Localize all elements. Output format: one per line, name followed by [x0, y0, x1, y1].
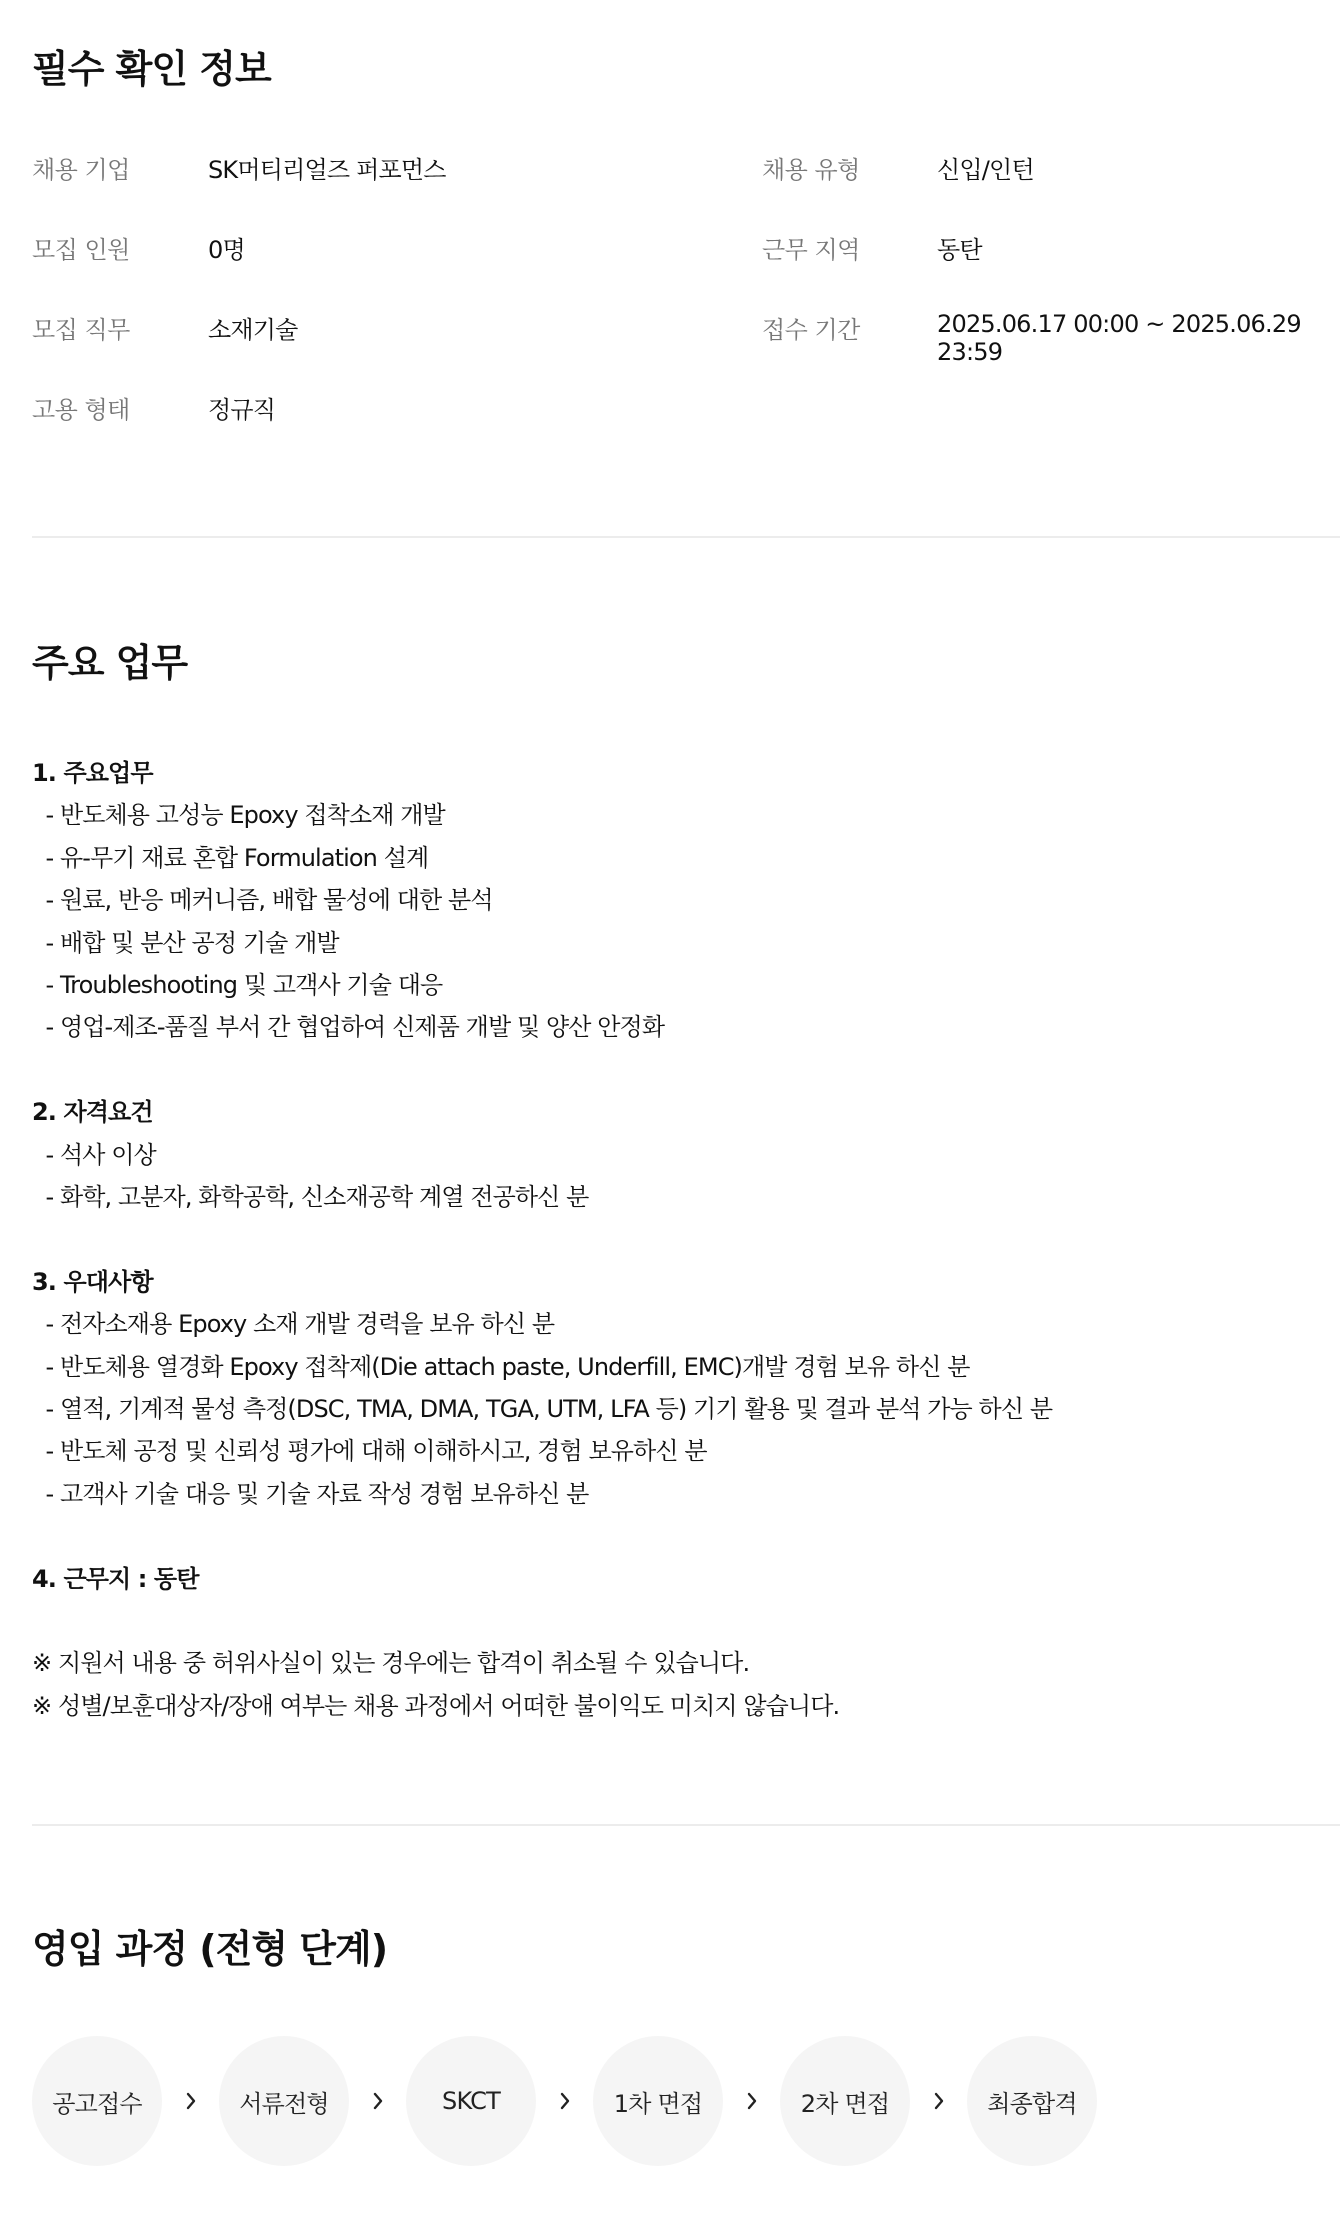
line-gap [32, 1218, 1312, 1260]
process-step: 1차 면접 [593, 2036, 723, 2166]
line-gap [32, 1049, 1312, 1091]
info-value: 정규직 [208, 396, 276, 424]
info-label: 채용 기업 [32, 156, 130, 184]
duty-item: - 전자소재용 Epoxy 소재 개발 경력을 보유 하신 분 [32, 1310, 555, 1339]
duty-item: - 고객사 기술 대응 및 기술 자료 작성 경험 보유하신 분 [32, 1479, 589, 1508]
duty-item: - 열적, 기계적 물성 측정(DSC, TMA, DMA, TGA, UTM, LFA 등) 기기 활용 및 결과 분석 가능 하신 분 [32, 1395, 1053, 1424]
duty-section-title: 주요 업무 [32, 641, 188, 685]
duty-heading: 1. 주요업무 [32, 759, 153, 787]
process-step: 서류전형 [219, 2036, 349, 2166]
info-section-title: 필수 확인 정보 [32, 47, 271, 91]
info-label: 모집 인원 [32, 236, 130, 264]
info-value: SK머티리얼즈 퍼포먼스 [208, 156, 446, 184]
duty-item: - 영업-제조-품질 부서 간 협업하여 신제품 개발 및 양산 안정화 [32, 1013, 665, 1042]
info-grid [32, 150, 1340, 470]
duty-item: - 배합 및 분산 공정 기술 개발 [32, 928, 339, 957]
line-gap [32, 1515, 1312, 1557]
info-row [32, 310, 1340, 390]
chevron-right-icon [723, 2092, 780, 2110]
process-step: 2차 면접 [780, 2036, 910, 2166]
duty-heading: 2. 자격요건 [32, 1098, 153, 1127]
process-section-title: 영입 과정 (전형 단계) [32, 1927, 388, 1971]
info-label: 채용 유형 [762, 156, 860, 184]
duty-item: - 반도체 공정 및 신뢰성 평가에 대해 이해하시고, 경험 보유하신 분 [32, 1437, 707, 1466]
duty-heading: 4. 근무지 : 동탄 [32, 1564, 199, 1593]
chevron-right-icon [162, 2092, 219, 2110]
duty-item: - 유-무기 재료 혼합 Formulation 설계 [32, 843, 429, 872]
line-gap [32, 1600, 1312, 1642]
process-steps [32, 2036, 1097, 2166]
duty-item: - Troubleshooting 및 고객사 기술 대응 [32, 971, 443, 1000]
duty-item: ※ 성별/보훈대상자/장애 여부는 채용 과정에서 어떠한 불이익도 미치지 않습니다. [32, 1691, 840, 1720]
duty-item: ※ 지원서 내용 중 허위사실이 있는 경우에는 합격이 취소될 수 있습니다. [32, 1649, 750, 1678]
duty-item: - 반도체용 열경화 Epoxy 접착제(Die attach paste, Underfill, EMC)개발 경험 보유 하신 분 [32, 1352, 970, 1381]
info-row [32, 150, 1340, 230]
info-label: 고용 형태 [32, 396, 130, 424]
duty-description [32, 752, 1312, 1727]
info-value: 동탄 [937, 236, 982, 264]
info-value: 소재기술 [208, 316, 298, 344]
info-value: 0명 [208, 236, 245, 264]
info-label: 근무 지역 [762, 236, 860, 264]
info-label: 접수 기간 [762, 316, 860, 344]
info-row [32, 390, 1340, 470]
process-step: 공고접수 [32, 2036, 162, 2166]
duty-item: - 원료, 반응 메커니즘, 배합 물성에 대한 분석 [32, 886, 493, 915]
duty-item: - 화학, 고분자, 화학공학, 신소재공학 계열 전공하신 분 [32, 1183, 589, 1212]
info-value: 2025.06.17 00:00 ~ 2025.06.29 23:59 [937, 310, 1301, 366]
info-row [32, 230, 1340, 310]
chevron-right-icon [536, 2092, 593, 2110]
info-value: 신입/인턴 [937, 156, 1034, 184]
info-label: 모집 직무 [32, 316, 130, 344]
chevron-right-icon [349, 2092, 406, 2110]
section-divider [32, 1824, 1340, 1826]
chevron-right-icon [910, 2092, 967, 2110]
process-step: 최종합격 [967, 2036, 1097, 2166]
duty-heading: 3. 우대사항 [32, 1267, 153, 1296]
duty-item: - 반도체용 고성능 Epoxy 접착소재 개발 [32, 801, 445, 830]
process-step: SKCT [406, 2036, 536, 2166]
section-divider [32, 536, 1340, 538]
duty-item: - 석사 이상 [32, 1140, 156, 1169]
